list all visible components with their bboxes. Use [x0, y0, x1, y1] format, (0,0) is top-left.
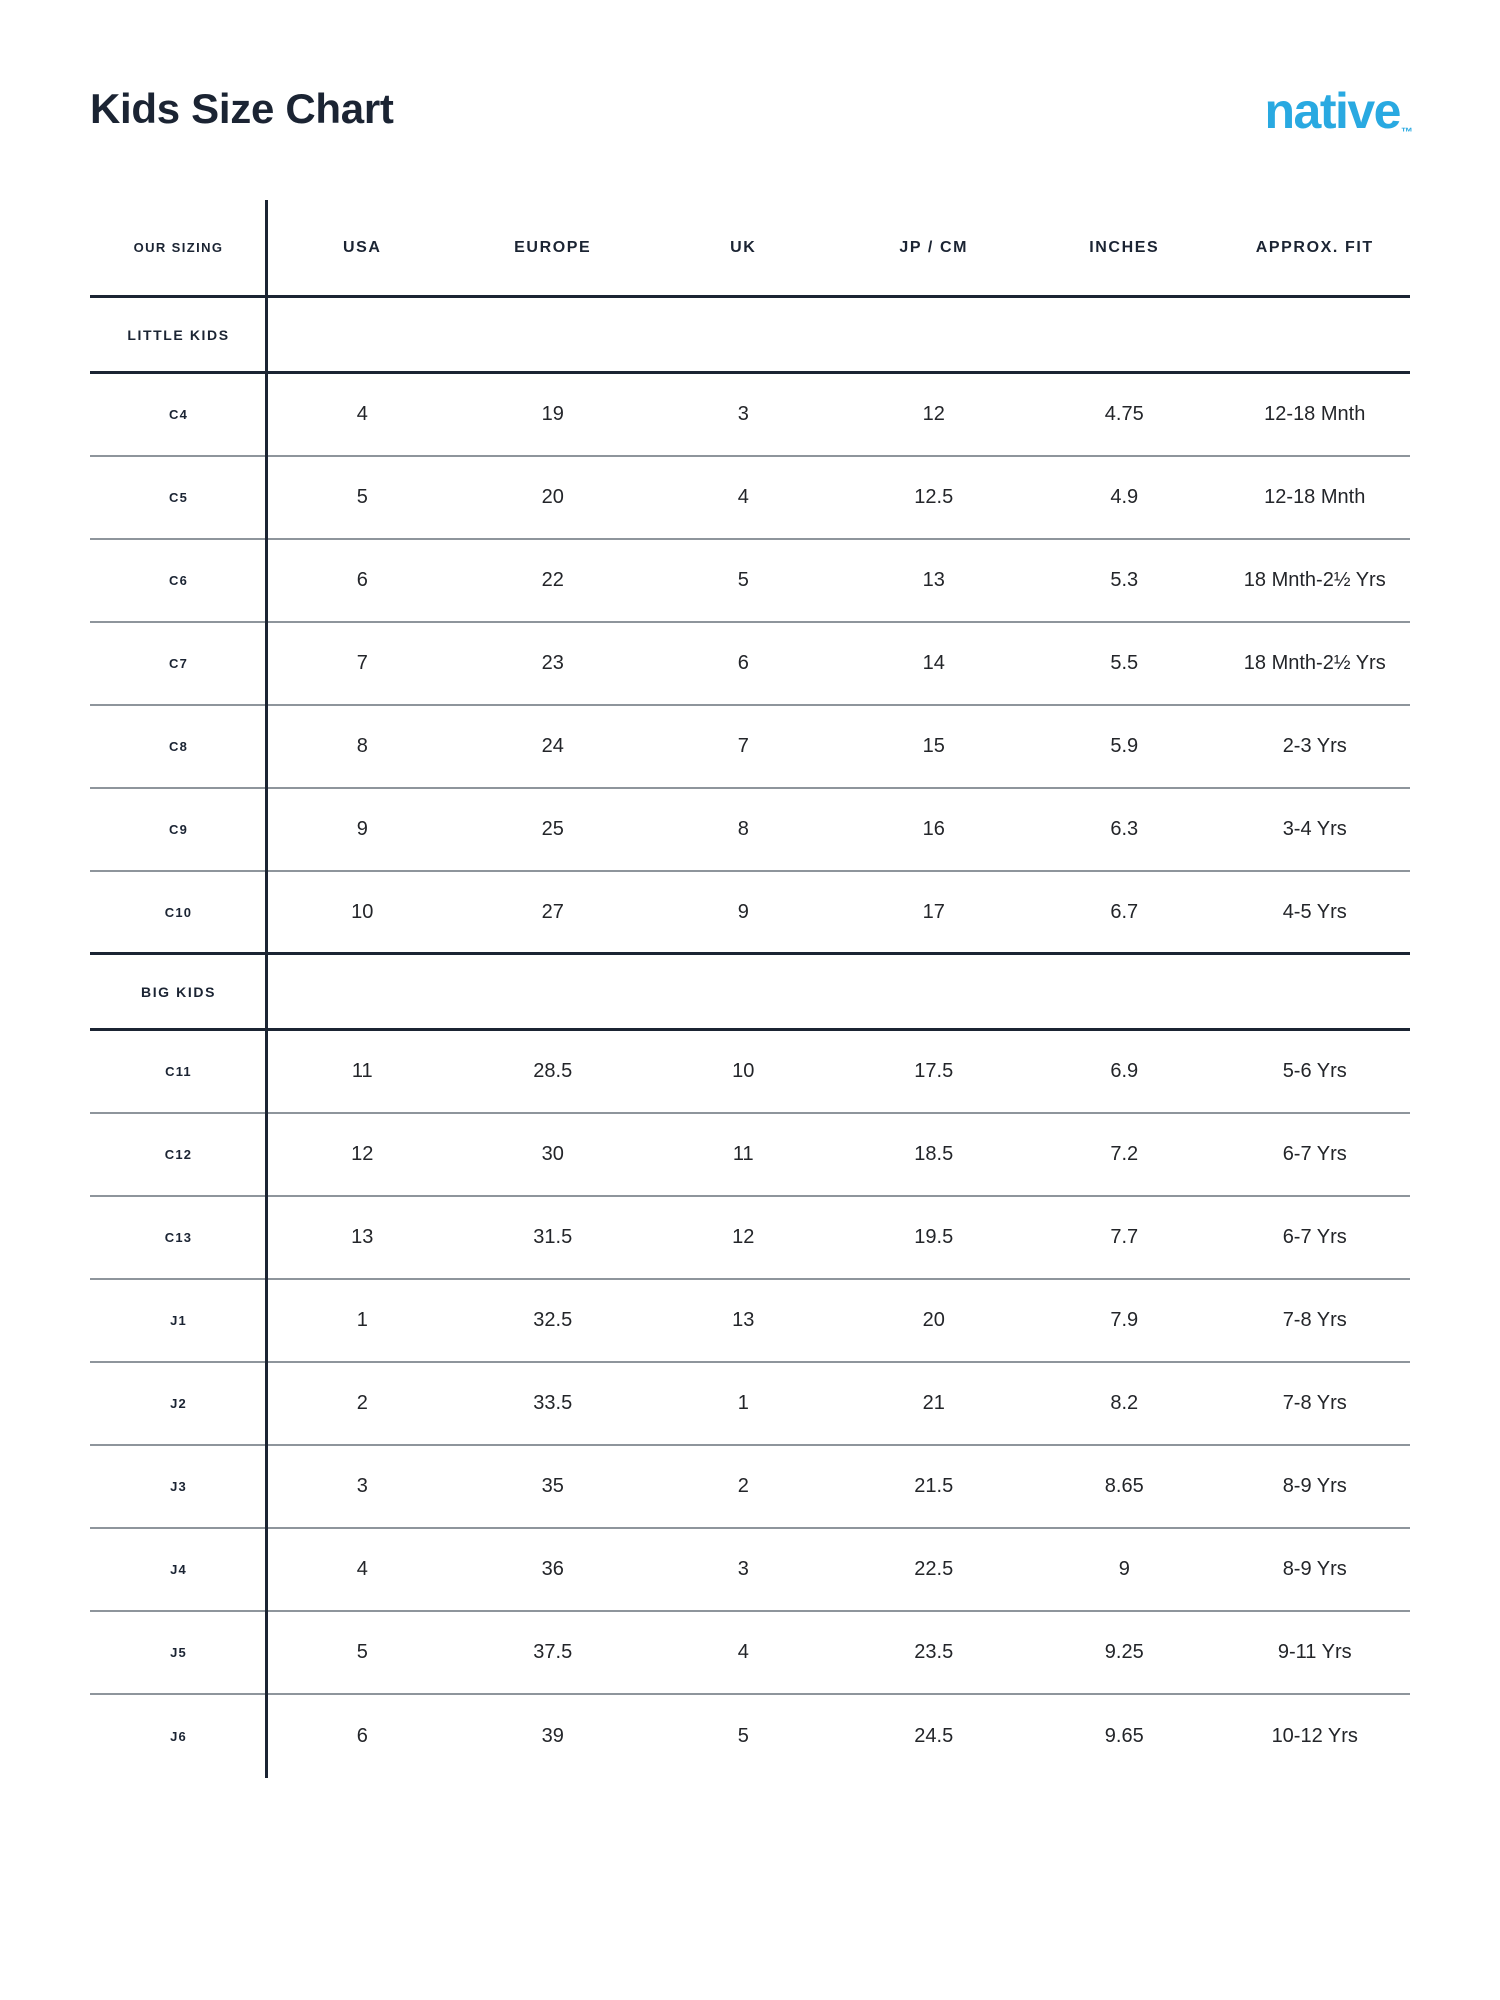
size-code-cell: J3: [170, 1479, 187, 1494]
column-header-inches: INCHES: [1089, 238, 1160, 256]
size-value-cell: 2: [737, 1475, 749, 1497]
size-value-cell: 5: [356, 1641, 368, 1663]
column-header-uk: UK: [730, 238, 757, 256]
size-code-cell: C7: [168, 656, 189, 671]
trademark-symbol: ™: [1401, 125, 1413, 139]
table-row-j3: [90, 1446, 1410, 1529]
size-value-cell: 4: [356, 1558, 368, 1580]
table-row-j4: [90, 1529, 1410, 1612]
size-value-cell: 5.3: [1110, 569, 1139, 591]
section-label: BIG KIDS: [140, 983, 217, 1000]
size-value-cell: 7: [356, 652, 368, 674]
table-row-j5: [90, 1612, 1410, 1695]
table-row-c5: [90, 457, 1410, 540]
size-value-cell: 11: [351, 1060, 373, 1082]
approx-fit-cell: 2-3 Yrs: [1282, 735, 1347, 757]
approx-fit-cell: 18 Mnth-2½ Yrs: [1243, 652, 1386, 674]
size-value-cell: 12: [922, 403, 945, 425]
table-row-c7: [90, 623, 1410, 706]
table-body: [90, 298, 1410, 1778]
size-value-cell: 20: [922, 1309, 945, 1331]
size-value-cell: 7.7: [1110, 1226, 1139, 1248]
size-value-cell: 24.5: [914, 1725, 954, 1747]
size-value-cell: 17: [922, 900, 945, 923]
size-code-cell: C9: [168, 822, 189, 837]
approx-fit-cell: 3-4 Yrs: [1282, 818, 1347, 840]
size-value-cell: 23: [541, 652, 564, 674]
size-value-cell: 12.5: [914, 486, 954, 508]
size-value-cell: 4.75: [1104, 403, 1144, 425]
column-header-approx-fit: APPROX. FIT: [1255, 238, 1374, 256]
section-row-little-kids: [90, 298, 1410, 374]
size-value-cell: 13: [922, 569, 945, 591]
table-header-row: [90, 200, 1410, 298]
size-value-cell: 36: [541, 1558, 564, 1580]
size-code-cell: J4: [170, 1562, 187, 1577]
size-value-cell: 39: [541, 1725, 564, 1747]
section-row-big-kids: [90, 955, 1410, 1031]
empty-cell: [267, 955, 458, 1028]
approx-fit-cell: 8-9 Yrs: [1282, 1475, 1347, 1497]
size-code-cell: C13: [164, 1230, 193, 1245]
size-value-cell: 13: [732, 1309, 755, 1331]
size-value-cell: 3: [737, 403, 749, 425]
table-row-c8: [90, 706, 1410, 789]
size-value-cell: 27: [541, 900, 564, 923]
size-code-cell: C12: [164, 1147, 193, 1162]
approx-fit-cell: 12-18 Mnth: [1264, 486, 1366, 508]
empty-cell: [839, 955, 1030, 1028]
size-value-cell: 9: [737, 900, 749, 923]
approx-fit-cell: 10-12 Yrs: [1271, 1725, 1358, 1747]
size-value-cell: 22.5: [914, 1558, 954, 1580]
size-value-cell: 25: [541, 818, 564, 840]
approx-fit-cell: 4-5 Yrs: [1282, 900, 1347, 923]
size-value-cell: 28.5: [533, 1060, 573, 1082]
kids-size-table: [90, 200, 1410, 1778]
size-value-cell: 31.5: [533, 1226, 573, 1248]
size-value-cell: 4: [356, 403, 368, 425]
size-value-cell: 9: [1118, 1558, 1130, 1580]
size-code-cell: J2: [170, 1396, 187, 1411]
size-value-cell: 21: [922, 1392, 945, 1414]
size-value-cell: 33.5: [533, 1392, 573, 1414]
size-value-cell: 4.9: [1110, 486, 1139, 508]
size-value-cell: 37.5: [533, 1641, 573, 1663]
size-value-cell: 19: [541, 403, 564, 425]
size-value-cell: 5.9: [1110, 735, 1139, 757]
size-value-cell: 1: [737, 1392, 749, 1414]
size-value-cell: 6: [737, 652, 749, 674]
native-logo: [1264, 83, 1413, 139]
table-row-c4: [90, 374, 1410, 457]
size-value-cell: 6.7: [1110, 900, 1139, 923]
size-value-cell: 16: [922, 818, 945, 840]
size-value-cell: 24: [541, 735, 564, 757]
size-value-cell: 7.2: [1110, 1143, 1139, 1165]
size-value-cell: 30: [541, 1143, 564, 1165]
approx-fit-cell: 18 Mnth-2½ Yrs: [1243, 569, 1386, 591]
approx-fit-cell: 5-6 Yrs: [1282, 1060, 1347, 1082]
empty-cell: [648, 298, 839, 371]
approx-fit-cell: 7-8 Yrs: [1282, 1392, 1347, 1414]
size-value-cell: 18.5: [914, 1143, 954, 1165]
size-value-cell: 5.5: [1110, 652, 1139, 674]
size-value-cell: 13: [351, 1226, 374, 1248]
column-header-usa: USA: [342, 238, 382, 256]
size-value-cell: 20: [541, 486, 564, 508]
table-row-j1: [90, 1280, 1410, 1363]
size-code-cell: C8: [168, 739, 189, 754]
size-value-cell: 7.9: [1110, 1309, 1139, 1331]
column-header-jp-cm: JP / CM: [899, 238, 969, 256]
empty-cell: [458, 298, 649, 371]
size-value-cell: 32.5: [533, 1309, 573, 1331]
size-value-cell: 8.2: [1110, 1392, 1139, 1414]
approx-fit-cell: 12-18 Mnth: [1264, 403, 1366, 425]
size-value-cell: 6: [356, 569, 368, 591]
empty-cell: [1029, 955, 1220, 1028]
size-value-cell: 9: [356, 818, 368, 840]
size-value-cell: 19.5: [914, 1226, 954, 1248]
size-code-cell: C6: [168, 573, 189, 588]
size-value-cell: 4: [737, 1641, 749, 1663]
size-value-cell: 10: [351, 900, 374, 923]
size-value-cell: 2: [356, 1392, 368, 1414]
table-row-c6: [90, 540, 1410, 623]
size-value-cell: 22: [541, 569, 564, 591]
column-header-europe: EUROPE: [514, 238, 592, 256]
size-value-cell: 8: [737, 818, 749, 840]
size-value-cell: 12: [732, 1226, 755, 1248]
table-row-c11: [90, 1031, 1410, 1114]
size-code-cell: C5: [168, 490, 189, 505]
size-value-cell: 35: [541, 1475, 564, 1497]
size-value-cell: 8.65: [1104, 1475, 1144, 1497]
page-title: Kids Size Chart: [90, 85, 394, 132]
size-value-cell: 23.5: [914, 1641, 954, 1663]
column-header-our-sizing: OUR SIZING: [133, 240, 224, 255]
size-value-cell: 12: [351, 1143, 374, 1165]
table-row-j6: [90, 1695, 1410, 1778]
section-label: LITTLE KIDS: [127, 326, 230, 343]
empty-cell: [1029, 298, 1220, 371]
size-code-cell: J1: [170, 1313, 187, 1328]
size-value-cell: 21.5: [914, 1475, 954, 1497]
size-value-cell: 8: [356, 735, 368, 757]
size-value-cell: 4: [737, 486, 749, 508]
size-value-cell: 6.3: [1110, 818, 1139, 840]
size-value-cell: 15: [922, 735, 945, 757]
size-code-cell: J5: [170, 1645, 187, 1660]
size-value-cell: 3: [737, 1558, 749, 1580]
approx-fit-cell: 6-7 Yrs: [1282, 1143, 1347, 1165]
size-value-cell: 11: [732, 1143, 754, 1165]
table-row-c9: [90, 789, 1410, 872]
table-column-divider: [265, 200, 268, 1778]
native-logo-wordmark: native: [1264, 83, 1400, 139]
size-value-cell: 10: [732, 1060, 755, 1082]
approx-fit-cell: 6-7 Yrs: [1282, 1226, 1347, 1248]
empty-cell: [1220, 955, 1411, 1028]
size-value-cell: 1: [356, 1309, 368, 1331]
table-row-c10: [90, 872, 1410, 955]
size-value-cell: 5: [356, 486, 368, 508]
table-row-j2: [90, 1363, 1410, 1446]
size-code-cell: C10: [164, 904, 193, 920]
size-value-cell: 14: [922, 652, 945, 674]
approx-fit-cell: 8-9 Yrs: [1282, 1558, 1347, 1580]
approx-fit-cell: 7-8 Yrs: [1282, 1309, 1347, 1331]
approx-fit-cell: 9-11 Yrs: [1277, 1641, 1352, 1663]
size-code-cell: C11: [165, 1064, 192, 1079]
size-value-cell: 6.9: [1110, 1060, 1139, 1082]
size-value-cell: 5: [737, 1725, 749, 1747]
size-code-cell: C4: [168, 407, 189, 422]
size-value-cell: 9.25: [1104, 1641, 1144, 1663]
size-value-cell: 6: [356, 1725, 368, 1747]
size-value-cell: 5: [737, 569, 749, 591]
size-value-cell: 17.5: [914, 1060, 954, 1082]
size-value-cell: 3: [356, 1475, 368, 1497]
empty-cell: [458, 955, 649, 1028]
size-code-cell: J6: [170, 1729, 187, 1744]
empty-cell: [648, 955, 839, 1028]
empty-cell: [839, 298, 1030, 371]
table-row-c13: [90, 1197, 1410, 1280]
size-value-cell: 7: [737, 735, 749, 757]
empty-cell: [267, 298, 458, 371]
empty-cell: [1220, 298, 1411, 371]
size-value-cell: 9.65: [1104, 1725, 1144, 1747]
table-row-c12: [90, 1114, 1410, 1197]
